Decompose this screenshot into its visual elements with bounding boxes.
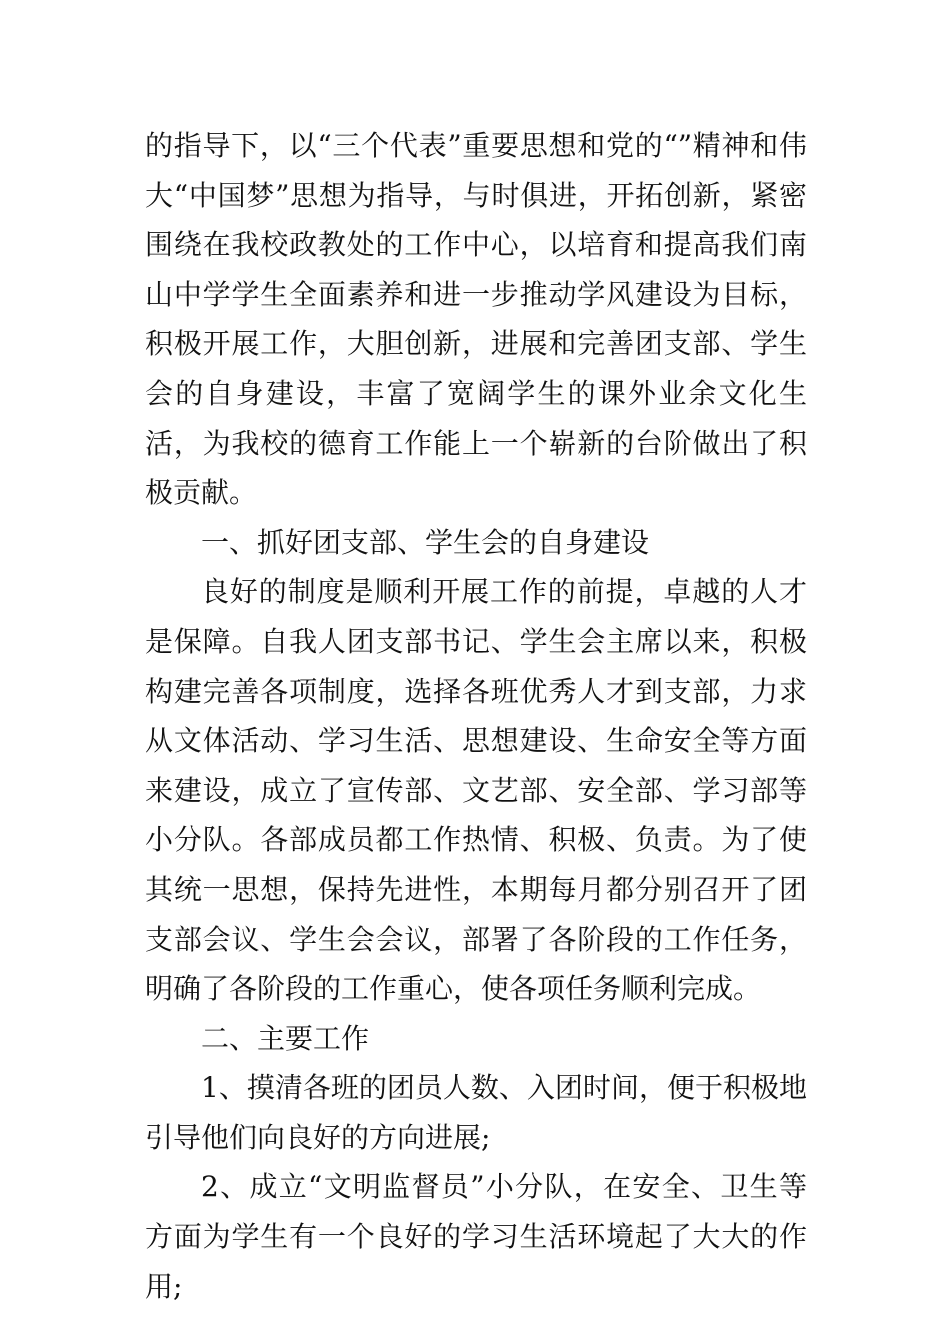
body-paragraph-1: 的指导下，以“三个代表”重要思想和党的“”精神和伟大“中国梦”思想为指导，与时俱进，开拓创新，紧密围绕在我校政教处的工作中心，以培育和提高我们南山中学学生全面素养和进一步推动学风建设为目标，积极开展工作，大胆创新，进展和完善团支部、学生会的自身建设，丰富了宽阔学生的课外业余文化生活，为我校的德育工作能上一个崭新的台阶做出了积极贡献。 <box>145 129 807 510</box>
body-paragraph-2: 良好的制度是顺利开展工作的前提，卓越的人才是保障。自我人团支部书记、学生会主席以来，积极构建完善各项制度，选择各班优秀人才到支部，力求从文体活动、学习生活、思想建设、生命安全等方面来建设，成立了宣传部、文艺部、安全部、学习部等小分队。各部成员都工作热情、积极、负责。为了使其统一思想，保持先进性，本期每月都分别召开了团支部会议、学生会会议，部署了各阶段的工作任务，明确了各阶段的工作重心，使各项任务顺利完成。 <box>145 575 807 1006</box>
document-body <box>145 121 807 1311</box>
list-item-1: 1、摸清各班的团员人数、入团时间，便于积极地引导他们向良好的方向进展; <box>145 1071 807 1154</box>
list-item-2: 2、成立“文明监督员”小分队，在安全、卫生等方面为学生有一个良好的学习生活环境起了大大的作用; <box>145 1170 807 1303</box>
section-heading-1: 一、抓好团支部、学生会的自身建设 <box>201 525 650 559</box>
section-heading-2: 二、主要工作 <box>201 1021 370 1055</box>
